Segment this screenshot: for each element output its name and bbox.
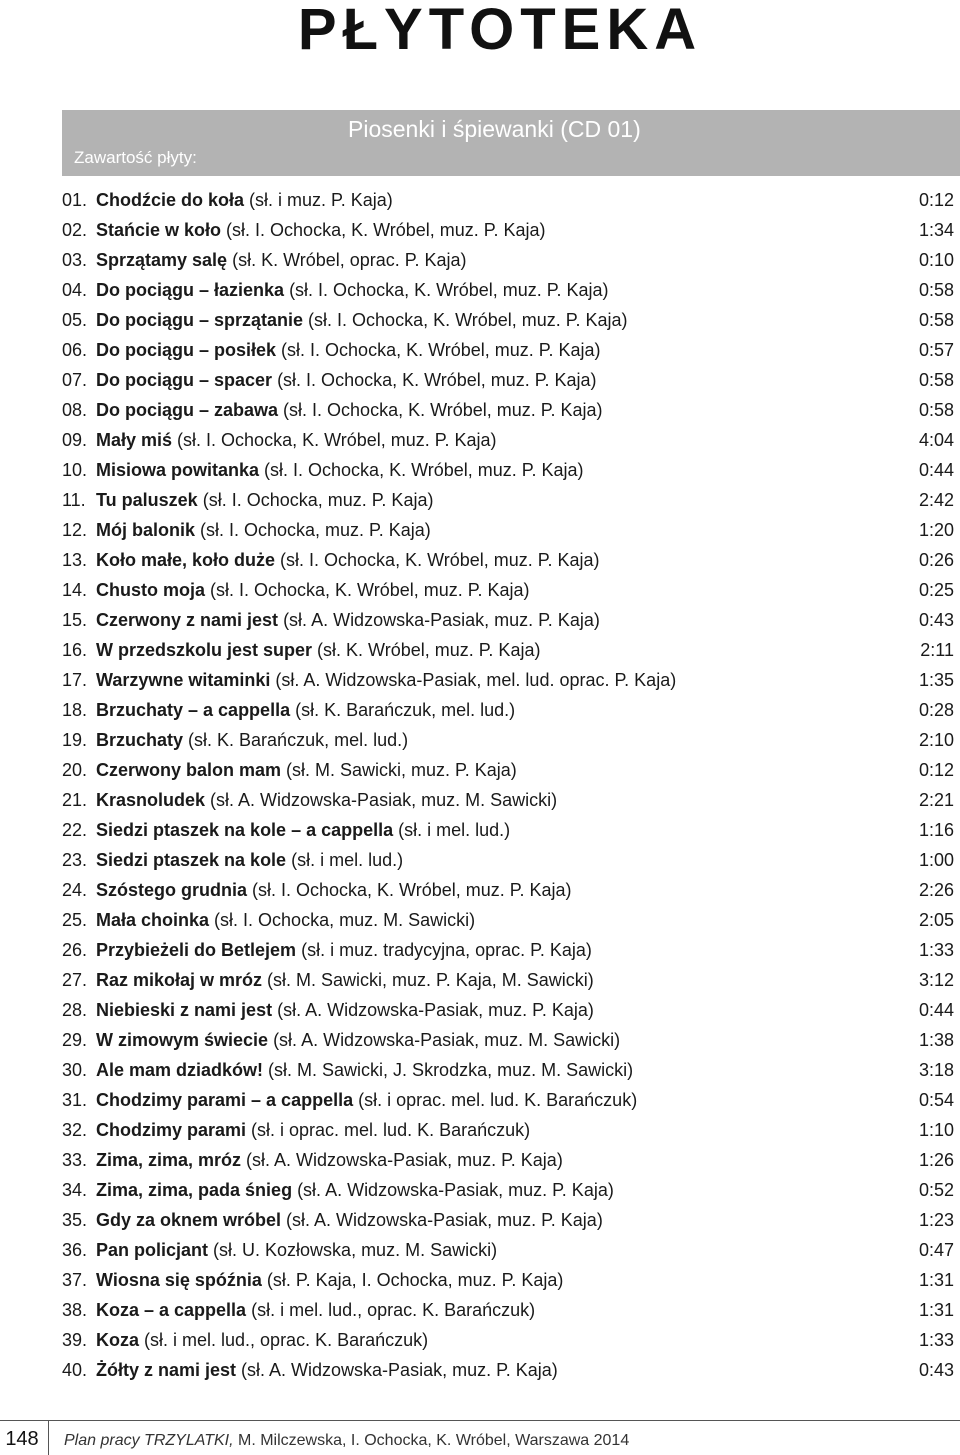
track-title: Mały miś [96,430,173,450]
track-title: Czerwony balon mam [96,760,282,780]
track-row [62,845,954,875]
track-title: W zimowym świecie [96,1030,269,1050]
track-credits: (sł. K. Wróbel, oprac. P. Kaja) [227,250,467,270]
track-credits: (sł. I. Ochocka, K. Wróbel, muz. P. Kaja) [303,310,628,330]
track-row [62,1085,954,1115]
track-row [62,755,954,785]
track-number: 23. [62,850,88,870]
track-row [62,1235,954,1265]
track-number: 34. [62,1180,88,1200]
track-credits: (sł. I. Ochocka, K. Wróbel, muz. P. Kaja) [272,370,597,390]
track-title: Szóstego grudnia [96,880,248,900]
footer-plan: Plan pracy [64,1432,140,1449]
track-row [62,1325,954,1355]
track-number: 37. [62,1270,88,1290]
track-title: Ale mam dziadków! [96,1060,264,1080]
track-duration: 0:44 [918,1000,954,1020]
track-row [62,185,954,215]
track-row [62,1025,954,1055]
track-title: Brzuchaty – a cappella [96,700,291,720]
track-title: Mój balonik [96,520,195,540]
track-duration: 0:44 [918,460,954,480]
track-list [62,185,954,1385]
page-number: 148 [5,1428,39,1450]
track-title: Warzywne witaminki [96,670,271,690]
track-row [62,695,954,725]
track-number: 36. [62,1240,88,1260]
track-title: Zima, zima, mróz [96,1150,242,1170]
track-title: Czerwony z nami jest [96,610,279,630]
track-duration: 0:25 [918,580,954,600]
track-duration: 1:35 [918,670,954,690]
track-duration: 0:43 [918,1360,954,1380]
track-number: 39. [62,1330,88,1350]
track-credits: (sł. i mel. lud., oprac. K. Barańczuk) [246,1300,536,1320]
track-number: 02. [62,220,88,240]
track-credits: (sł. A. Widzowska-Pasiak, muz. P. Kaja) [281,1210,603,1230]
track-duration: 1:26 [918,1150,954,1170]
track-number: 33. [62,1150,88,1170]
track-credits: (sł. I. Ochocka, K. Wróbel, muz. P. Kaja) [276,340,601,360]
track-row [62,245,954,275]
footer-rule [0,1420,960,1421]
track-credits: (sł. i oprac. mel. lud. K. Barańczuk) [353,1090,638,1110]
track-row [62,1355,954,1385]
track-title: Siedzi ptaszek na kole [96,850,287,870]
track-row [62,995,954,1025]
track-credits: (sł. i oprac. mel. lud. K. Barańczuk) [246,1120,531,1140]
track-row [62,425,954,455]
track-credits: (sł. I. Ochocka, K. Wróbel, muz. P. Kaja) [284,280,609,300]
track-duration: 0:52 [918,1180,954,1200]
track-duration: 1:16 [918,820,954,840]
track-number: 05. [62,310,88,330]
track-title: Przybieżeli do Betlejem [96,940,297,960]
track-duration: 2:10 [918,730,954,750]
track-credits: (sł. I. Ochocka, K. Wróbel, muz. P. Kaja) [247,880,572,900]
track-title: Siedzi ptaszek na kole – a cappella [96,820,394,840]
track-duration: 4:04 [918,430,954,450]
track-number: 06. [62,340,88,360]
track-credits: (sł. I. Ochocka, muz. P. Kaja) [195,520,431,540]
track-row [62,1115,954,1145]
track-title: Do pociągu – sprzątanie [96,310,304,330]
track-row [62,545,954,575]
track-title: Do pociągu – łazienka [96,280,285,300]
track-number: 15. [62,610,88,630]
track-title: Do pociągu – spacer [96,370,273,390]
track-title: Raz mikołaj w mróz [96,970,263,990]
track-title: Chodzimy parami – a cappella [96,1090,354,1110]
track-number: 32. [62,1120,88,1140]
track-row [62,635,954,665]
track-duration: 0:47 [918,1240,954,1260]
track-row [62,485,954,515]
track-title: Gdy za oknem wróbel [96,1210,282,1230]
track-credits: (sł. P. Kaja, I. Ochocka, muz. P. Kaja) [261,1270,564,1290]
track-number: 18. [62,700,88,720]
track-credits: (sł. A. Widzowska-Pasiak, mel. lud. oprac. P. Kaja) [270,670,677,690]
track-row [62,1265,954,1295]
cd-title: Piosenki i śpiewanki (CD 01) [348,116,641,142]
track-number: 01. [62,190,88,210]
track-title: Chusto moja [96,580,206,600]
track-title: Sprzątamy salę [96,250,228,270]
track-number: 09. [62,430,88,450]
track-credits: (sł. M. Sawicki, muz. P. Kaja, M. Sawicki) [262,970,594,990]
track-duration: 0:12 [918,190,954,210]
track-row [62,335,954,365]
track-title: Wiosna się spóźnia [96,1270,262,1290]
track-duration: 1:10 [918,1120,954,1140]
track-row [62,935,954,965]
track-title: Koza [96,1330,140,1350]
track-row [62,1205,954,1235]
track-credits: (sł. I. Ochocka, muz. M. Sawicki) [209,910,476,930]
track-title: Misiowa powitanka [96,460,260,480]
track-duration: 2:42 [918,490,954,510]
track-duration: 2:05 [918,910,954,930]
track-number: 24. [62,880,88,900]
track-title: Tu paluszek [96,490,198,510]
track-duration: 3:12 [918,970,954,990]
track-number: 10. [62,460,88,480]
track-credits: (sł. A. Widzowska-Pasiak, muz. P. Kaja) [236,1360,558,1380]
track-row [62,395,954,425]
track-title: Koło małe, koło duże [96,550,276,570]
track-row [62,785,954,815]
track-title: Żółty z nami jest [96,1360,237,1380]
track-row [62,1055,954,1085]
track-title: Do pociągu – zabawa [96,400,279,420]
track-credits: (sł. K. Wróbel, muz. P. Kaja) [312,640,541,660]
track-duration: 1:20 [918,520,954,540]
track-duration: 1:31 [918,1270,954,1290]
track-duration: 0:54 [918,1090,954,1110]
track-number: 40. [62,1360,88,1380]
track-row [62,365,954,395]
track-number: 04. [62,280,88,300]
track-duration: 0:57 [918,340,954,360]
contents-header-band [62,110,960,176]
track-row [62,575,954,605]
track-title: Koza – a cappella [96,1300,247,1320]
track-number: 14. [62,580,88,600]
track-credits: (sł. i muz. tradycyjna, oprac. P. Kaja) [296,940,592,960]
track-number: 07. [62,370,88,390]
track-title: Zima, zima, pada śnieg [96,1180,293,1200]
track-duration: 0:28 [918,700,954,720]
track-credits: (sł. K. Barańczuk, mel. lud.) [183,730,409,750]
track-credits: (sł. U. Kozłowska, muz. M. Sawicki) [208,1240,498,1260]
track-number: 22. [62,820,88,840]
track-credits: (sł. I. Ochocka, K. Wróbel, muz. P. Kaja) [259,460,584,480]
track-credits: (sł. i mel. lud.) [393,820,511,840]
track-duration: 2:26 [918,880,954,900]
track-number: 27. [62,970,88,990]
track-duration: 2:21 [918,790,954,810]
track-duration: 0:26 [918,550,954,570]
track-duration: 0:58 [918,310,954,330]
track-number: 11. [62,490,86,510]
track-credits: (sł. I. Ochocka, K. Wróbel, muz. P. Kaja) [278,400,603,420]
track-title: Mała choinka [96,910,210,930]
track-duration: 0:43 [918,610,954,630]
track-duration: 1:33 [918,1330,954,1350]
track-credits: (sł. i mel. lud.) [286,850,404,870]
track-duration: 1:31 [918,1300,954,1320]
track-title: Do pociągu – posiłek [96,340,277,360]
track-number: 25. [62,910,88,930]
track-credits: (sł. I. Ochocka, K. Wróbel, muz. P. Kaja) [205,580,530,600]
track-number: 03. [62,250,88,270]
track-title: Krasnoludek [96,790,206,810]
track-credits: (sł. A. Widzowska-Pasiak, muz. M. Sawicki) [268,1030,621,1050]
track-title: Chodzimy parami [96,1120,247,1140]
track-row [62,1145,954,1175]
track-duration: 0:12 [918,760,954,780]
track-credits: (sł. i mel. lud., oprac. K. Barańczuk) [139,1330,429,1350]
track-number: 21. [62,790,88,810]
track-duration: 0:10 [918,250,954,270]
track-duration: 3:18 [918,1060,954,1080]
track-number: 26. [62,940,88,960]
track-row [62,515,954,545]
footer-divider [48,1421,49,1455]
track-row [62,875,954,905]
track-duration: 1:34 [918,220,954,240]
track-number: 12. [62,520,88,540]
footer-citation [64,1432,629,1450]
track-credits: (sł. i muz. P. Kaja) [244,190,393,210]
track-number: 17. [62,670,88,690]
track-title: Niebieski z nami jest [96,1000,273,1020]
track-credits: (sł. I. Ochocka, K. Wróbel, muz. P. Kaja) [275,550,600,570]
track-duration: 1:23 [918,1210,954,1230]
footer-level: TRZYLATKI, [144,1432,234,1449]
track-credits: (sł. A. Widzowska-Pasiak, muz. P. Kaja) [272,1000,594,1020]
track-credits: (sł. M. Sawicki, J. Skrodzka, muz. M. Sawicki) [263,1060,634,1080]
contents-label: Zawartość płyty: [74,148,197,167]
track-credits: (sł. K. Barańczuk, mel. lud.) [290,700,516,720]
track-row [62,725,954,755]
track-row [62,665,954,695]
track-number: 29. [62,1030,88,1050]
track-duration: 2:11 [920,640,954,660]
track-duration: 0:58 [918,370,954,390]
track-credits: (sł. I. Ochocka, K. Wróbel, muz. P. Kaja) [221,220,546,240]
track-number: 30. [62,1060,88,1080]
track-number: 31. [62,1090,88,1110]
track-title: Chodźcie do koła [96,190,245,210]
track-number: 16. [62,640,88,660]
track-credits: (sł. I. Ochocka, muz. P. Kaja) [197,490,434,510]
track-row [62,965,954,995]
track-number: 19. [62,730,88,750]
track-row [62,605,954,635]
track-row [62,1295,954,1325]
track-row [62,1175,954,1205]
track-row [62,905,954,935]
track-credits: (sł. I. Ochocka, K. Wróbel, muz. P. Kaja) [172,430,497,450]
track-number: 13. [62,550,88,570]
track-credits: (sł. A. Widzowska-Pasiak, muz. P. Kaja) [278,610,600,630]
track-row [62,815,954,845]
track-title: Pan policjant [96,1240,209,1260]
track-credits: (sł. M. Sawicki, muz. P. Kaja) [281,760,517,780]
page-title: PŁYTOTEKA [297,0,703,62]
track-title: Stańcie w koło [96,220,222,240]
track-number: 20. [62,760,88,780]
footer-authors: M. Milczewska, I. Ochocka, K. Wróbel, Warszawa 2014 [233,1432,630,1449]
track-credits: (sł. A. Widzowska-Pasiak, muz. M. Sawicki) [205,790,558,810]
track-row [62,275,954,305]
track-credits: (sł. A. Widzowska-Pasiak, muz. P. Kaja) [292,1180,614,1200]
track-number: 08. [62,400,88,420]
track-number: 35. [62,1210,88,1230]
track-number: 28. [62,1000,88,1020]
track-duration: 0:58 [918,400,954,420]
track-row [62,305,954,335]
track-duration: 1:38 [918,1030,954,1050]
track-number: 38. [62,1300,88,1320]
track-credits: (sł. A. Widzowska-Pasiak, muz. P. Kaja) [241,1150,563,1170]
track-duration: 0:58 [918,280,954,300]
track-title: Brzuchaty [96,730,184,750]
track-row [62,215,954,245]
track-duration: 1:33 [918,940,954,960]
track-title: W przedszkolu jest super [96,640,313,660]
track-row [62,455,954,485]
track-duration: 1:00 [918,850,954,870]
